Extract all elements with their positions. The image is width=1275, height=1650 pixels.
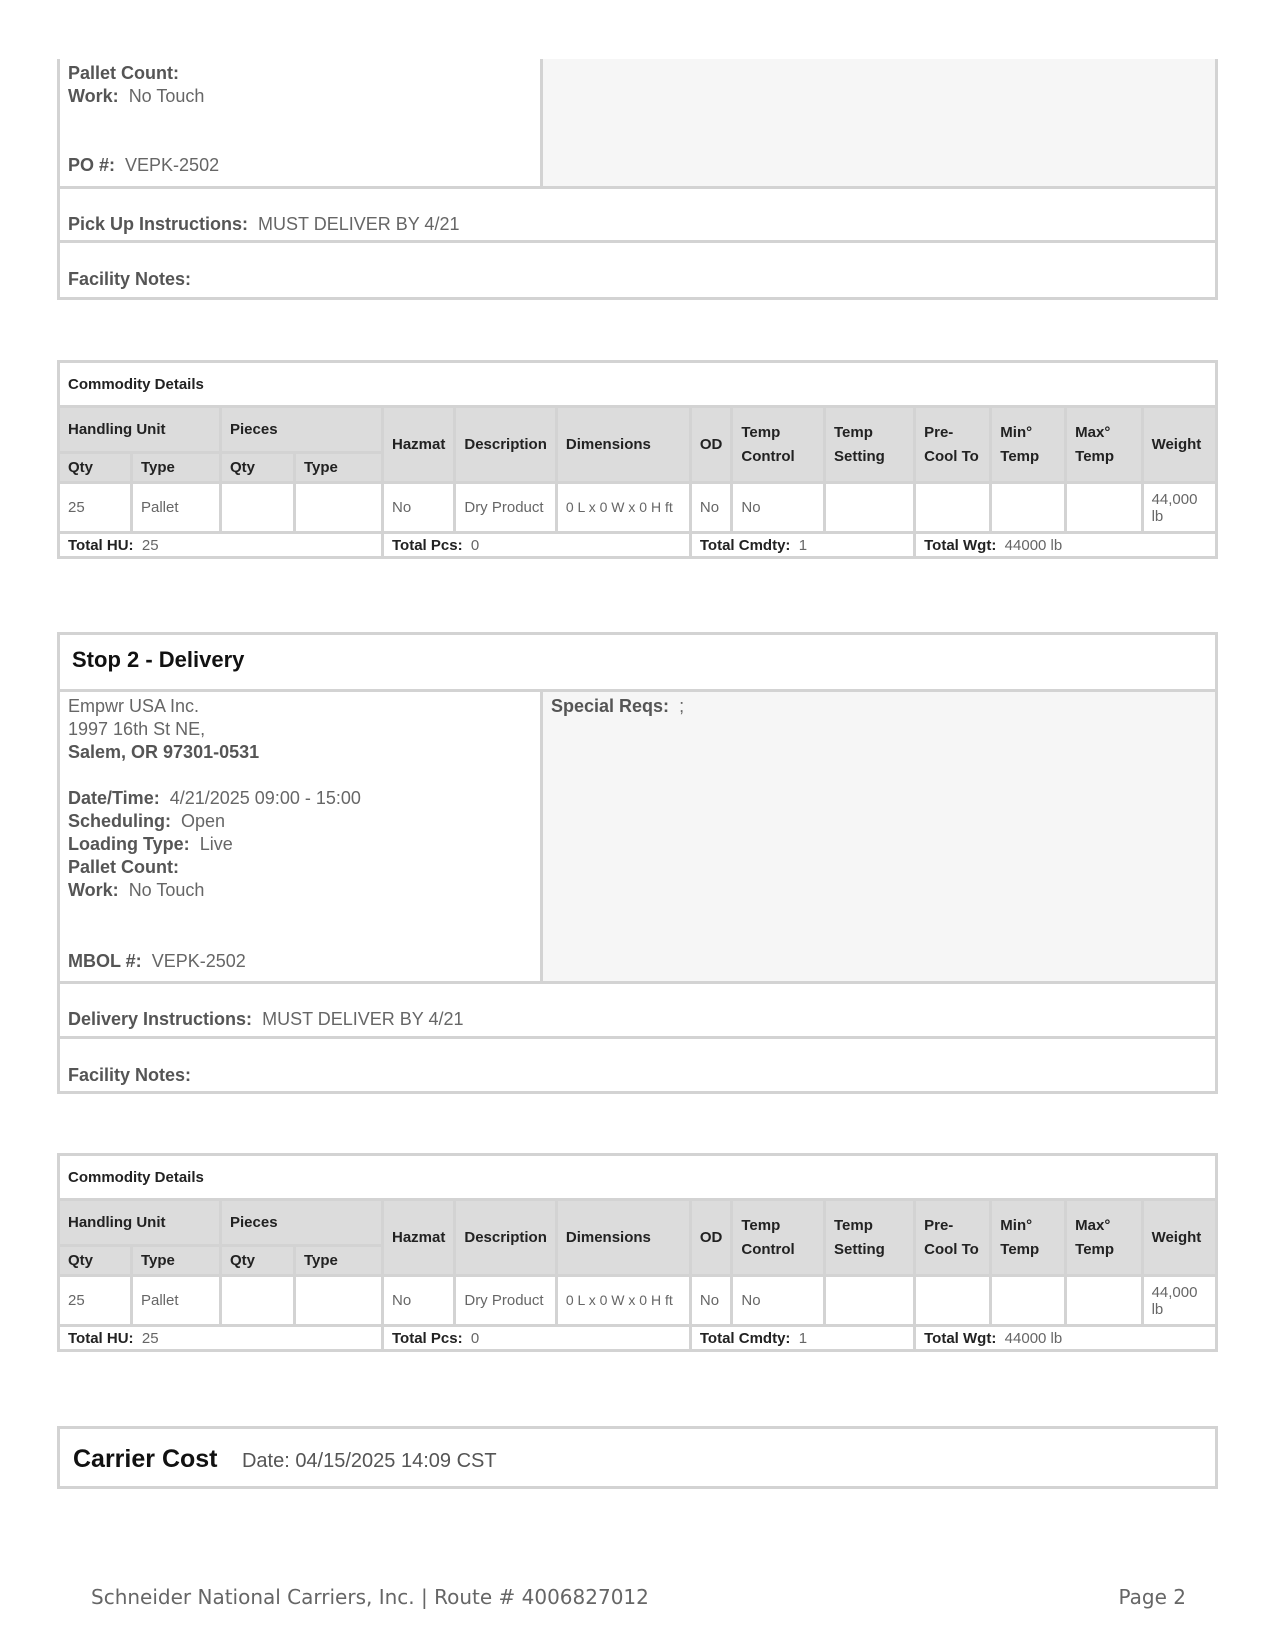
pc-type-header: Type bbox=[295, 1246, 383, 1276]
temp-setting-cell bbox=[825, 1276, 915, 1326]
po-value: VEPK-2502 bbox=[125, 155, 220, 175]
datetime-value: 4/21/2025 09:00 - 15:00 bbox=[169, 788, 361, 808]
pre-cool-cell bbox=[915, 1276, 991, 1326]
carrier-cost-section bbox=[57, 1426, 1218, 1489]
hu-qty-cell: 25 bbox=[59, 483, 132, 533]
delivery-instructions-label: Delivery Instructions: bbox=[68, 1009, 253, 1029]
table-row bbox=[59, 483, 1217, 533]
weight-cell: 44,000 lb bbox=[1142, 1276, 1216, 1326]
temp-setting-header: Temp Setting bbox=[825, 407, 915, 483]
total-wgt-value: 44000 lb bbox=[1004, 536, 1063, 554]
pc-qty-cell bbox=[221, 483, 295, 533]
temp-control-cell: No bbox=[732, 483, 825, 533]
hazmat-header: Hazmat bbox=[383, 1200, 455, 1276]
totals-row bbox=[59, 1326, 1217, 1351]
pc-type-cell bbox=[295, 1276, 383, 1326]
stop-2-details bbox=[60, 692, 543, 981]
total-hu-label: Total HU: bbox=[68, 1329, 134, 1347]
pc-qty-header: Qty bbox=[221, 1246, 295, 1276]
description-cell: Dry Product bbox=[455, 483, 557, 533]
street-address: 1997 16th St NE, bbox=[68, 719, 206, 739]
pc-type-header: Type bbox=[295, 453, 383, 483]
totals-row bbox=[59, 533, 1217, 558]
scheduling-label: Scheduling: bbox=[68, 811, 171, 831]
hazmat-cell: No bbox=[383, 1276, 455, 1326]
total-hu-label: Total HU: bbox=[68, 536, 134, 554]
commodity-details-table-1 bbox=[57, 360, 1218, 559]
temp-control-header: Temp Control bbox=[732, 1200, 825, 1276]
total-hu-value: 25 bbox=[141, 536, 159, 554]
delivery-instructions-row bbox=[60, 984, 1215, 1039]
loading-type-label: Loading Type: bbox=[68, 834, 190, 854]
stop-1-special-panel bbox=[543, 59, 1215, 186]
max-temp-cell bbox=[1066, 483, 1142, 533]
pc-qty-cell bbox=[221, 1276, 295, 1326]
pc-qty-header: Qty bbox=[221, 453, 295, 483]
description-header: Description bbox=[455, 1200, 557, 1276]
pallet-count-label: Pallet Count: bbox=[68, 63, 179, 83]
special-reqs-panel bbox=[543, 692, 1215, 981]
stop-1-section bbox=[57, 59, 1218, 300]
city-state-zip: Salem, OR 97301-0531 bbox=[68, 742, 260, 762]
handling-unit-header: Handling Unit bbox=[59, 407, 221, 453]
mbol-label: MBOL #: bbox=[68, 951, 142, 971]
page-number: Page 2 bbox=[1118, 1585, 1186, 1609]
od-cell: No bbox=[690, 1276, 732, 1326]
hu-qty-cell: 25 bbox=[59, 1276, 132, 1326]
total-cmdty-value: 1 bbox=[798, 1329, 808, 1347]
weight-cell: 44,000 lb bbox=[1142, 483, 1216, 533]
footer-route: Schneider National Carriers, Inc. | Route # 4006827012 bbox=[91, 1585, 649, 1609]
stop-2-title: Stop 2 - Delivery bbox=[60, 635, 1215, 692]
pickup-instructions-value: MUST DELIVER BY 4/21 bbox=[258, 214, 460, 234]
commodity-details-table-2 bbox=[57, 1153, 1218, 1352]
min-temp-header: Min° Temp bbox=[991, 1200, 1066, 1276]
handling-unit-header: Handling Unit bbox=[59, 1200, 221, 1246]
hu-type-cell: Pallet bbox=[132, 483, 221, 533]
weight-header: Weight bbox=[1142, 407, 1216, 483]
od-header: OD bbox=[690, 407, 732, 483]
hu-type-header: Type bbox=[132, 453, 221, 483]
company-name: Empwr USA Inc. bbox=[68, 696, 200, 716]
dimensions-header: Dimensions bbox=[556, 407, 690, 483]
stop-1-details bbox=[60, 59, 543, 186]
commodity-title: Commodity Details bbox=[59, 1155, 1217, 1200]
temp-setting-cell bbox=[825, 483, 915, 533]
scheduling-value: Open bbox=[181, 811, 226, 831]
datetime-label: Date/Time: bbox=[68, 788, 160, 808]
total-wgt-value: 44000 lb bbox=[1004, 1329, 1063, 1347]
total-wgt-label: Total Wgt: bbox=[924, 1329, 997, 1347]
total-pcs-value: 0 bbox=[470, 1329, 480, 1347]
facility-notes-label: Facility Notes: bbox=[68, 1065, 192, 1085]
stop-1-info bbox=[60, 59, 1215, 189]
hu-type-cell: Pallet bbox=[132, 1276, 221, 1326]
delivery-instructions-value: MUST DELIVER BY 4/21 bbox=[262, 1009, 464, 1029]
total-cmdty-label: Total Cmdty: bbox=[699, 1329, 791, 1347]
carrier-cost-title: Carrier Cost bbox=[73, 1445, 218, 1473]
min-temp-cell bbox=[991, 1276, 1066, 1326]
stop-2-info bbox=[60, 692, 1215, 984]
hu-qty-header: Qty bbox=[59, 1246, 132, 1276]
pickup-instructions-row bbox=[60, 189, 1215, 243]
pre-cool-header: Pre-Cool To bbox=[915, 407, 991, 483]
hu-type-header: Type bbox=[132, 1246, 221, 1276]
work-label: Work: bbox=[68, 880, 119, 900]
work-label: Work: bbox=[68, 86, 119, 106]
max-temp-header: Max° Temp bbox=[1066, 1200, 1142, 1276]
total-cmdty-value: 1 bbox=[798, 536, 808, 554]
facility-notes-row bbox=[60, 243, 1215, 291]
hu-qty-header: Qty bbox=[59, 453, 132, 483]
table-row bbox=[59, 1276, 1217, 1326]
pieces-header: Pieces bbox=[221, 407, 383, 453]
temp-control-header: Temp Control bbox=[732, 407, 825, 483]
mbol-value: VEPK-2502 bbox=[151, 951, 246, 971]
pallet-count-label: Pallet Count: bbox=[68, 857, 179, 877]
total-pcs-label: Total Pcs: bbox=[392, 1329, 463, 1347]
stop-2-section bbox=[57, 632, 1218, 1094]
pickup-instructions-label: Pick Up Instructions: bbox=[68, 214, 249, 234]
total-pcs-label: Total Pcs: bbox=[392, 536, 463, 554]
hazmat-header: Hazmat bbox=[383, 407, 455, 483]
od-header: OD bbox=[690, 1200, 732, 1276]
total-pcs-value: 0 bbox=[470, 536, 480, 554]
po-label: PO #: bbox=[68, 155, 116, 175]
weight-header: Weight bbox=[1142, 1200, 1216, 1276]
special-reqs-value: ; bbox=[679, 696, 685, 716]
commodity-title: Commodity Details bbox=[59, 362, 1217, 407]
work-value: No Touch bbox=[128, 86, 205, 106]
carrier-cost-date: Date: 04/15/2025 14:09 CST bbox=[241, 1450, 497, 1472]
pre-cool-cell bbox=[915, 483, 991, 533]
description-header: Description bbox=[455, 407, 557, 483]
min-temp-cell bbox=[991, 483, 1066, 533]
pc-type-cell bbox=[295, 483, 383, 533]
od-cell: No bbox=[690, 483, 732, 533]
facility-notes-label: Facility Notes: bbox=[68, 269, 192, 289]
page-footer bbox=[91, 1585, 1186, 1609]
facility-notes-row bbox=[60, 1039, 1215, 1087]
max-temp-cell bbox=[1066, 1276, 1142, 1326]
temp-control-cell: No bbox=[732, 1276, 825, 1326]
total-cmdty-label: Total Cmdty: bbox=[699, 536, 791, 554]
loading-type-value: Live bbox=[199, 834, 233, 854]
hazmat-cell: No bbox=[383, 483, 455, 533]
dimensions-header: Dimensions bbox=[556, 1200, 690, 1276]
description-cell: Dry Product bbox=[455, 1276, 557, 1326]
total-hu-value: 25 bbox=[141, 1329, 159, 1347]
pre-cool-header: Pre-Cool To bbox=[915, 1200, 991, 1276]
work-value: No Touch bbox=[128, 880, 205, 900]
total-wgt-label: Total Wgt: bbox=[924, 536, 997, 554]
temp-setting-header: Temp Setting bbox=[825, 1200, 915, 1276]
special-reqs-label: Special Reqs: bbox=[551, 696, 670, 716]
dimensions-cell: 0 L x 0 W x 0 H ft bbox=[556, 483, 690, 533]
max-temp-header: Max° Temp bbox=[1066, 407, 1142, 483]
dimensions-cell: 0 L x 0 W x 0 H ft bbox=[556, 1276, 690, 1326]
pieces-header: Pieces bbox=[221, 1200, 383, 1246]
min-temp-header: Min° Temp bbox=[991, 407, 1066, 483]
